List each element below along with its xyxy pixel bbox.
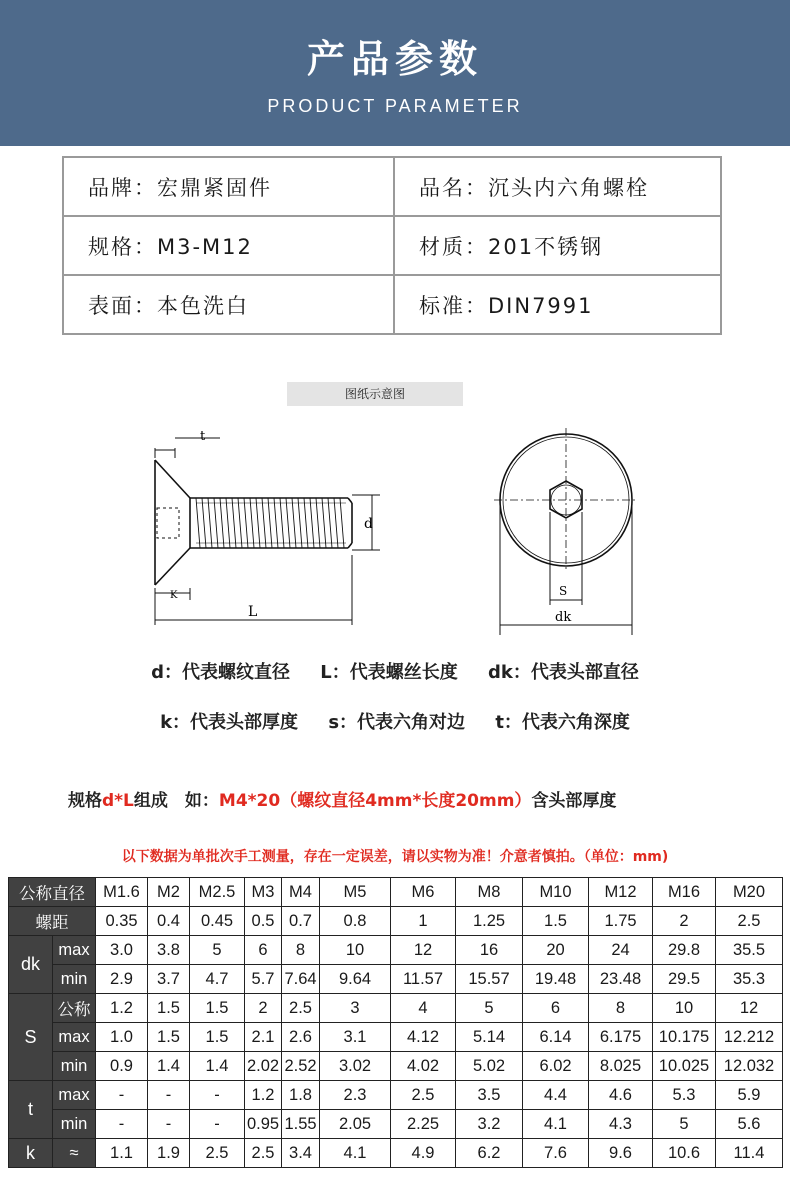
size-cell: M20 <box>716 878 783 907</box>
example-part-1: 规格 <box>68 791 102 811</box>
dim-d-label: d <box>364 516 373 532</box>
value-cell: 2 <box>245 994 282 1023</box>
value-cell: 1.1 <box>96 1139 148 1168</box>
spec-row <box>9 1139 783 1168</box>
value-cell: 12.212 <box>716 1023 783 1052</box>
pitch-cell: 1 <box>391 907 456 936</box>
value-cell: 12.032 <box>716 1052 783 1081</box>
value-cell: 8 <box>589 994 653 1023</box>
value-cell: 2.3 <box>320 1081 391 1110</box>
legend-k: k：代表头部厚度 <box>160 712 299 733</box>
size-cell: M1.6 <box>96 878 148 907</box>
value-cell: 1.55 <box>282 1110 320 1139</box>
value-cell: 29.8 <box>653 936 716 965</box>
page-title: 产品参数 <box>306 37 483 81</box>
pitch-label: 螺距 <box>9 907 96 936</box>
pitch-cell: 0.45 <box>190 907 245 936</box>
page-subtitle: PRODUCT PARAMETER <box>267 96 523 116</box>
example-part-4: M4*20（螺纹直径4mm*长度20mm） <box>218 791 532 811</box>
value-cell: 3.1 <box>320 1023 391 1052</box>
value-cell: 3 <box>320 994 391 1023</box>
row-label: max <box>53 936 96 965</box>
dim-k-label: K <box>170 590 178 601</box>
value-cell: 2.5 <box>245 1139 282 1168</box>
spec-row <box>9 1081 783 1110</box>
value-cell: 5.6 <box>716 1110 783 1139</box>
value-cell: 35.5 <box>716 936 783 965</box>
dim-dk-label: dk <box>555 610 572 625</box>
value-cell: 5 <box>653 1110 716 1139</box>
pitch-cell: 1.75 <box>589 907 653 936</box>
value-cell: 23.48 <box>589 965 653 994</box>
value-cell: 6 <box>245 936 282 965</box>
info-material: 材质：201不锈钢 <box>394 216 721 275</box>
value-cell: 12 <box>391 936 456 965</box>
example-part-3: 组成 如： <box>133 791 219 811</box>
value-cell: 1.4 <box>148 1052 190 1081</box>
value-cell: 3.0 <box>96 936 148 965</box>
value-cell: 1.5 <box>148 994 190 1023</box>
spec-example <box>68 786 616 811</box>
size-cell: M3 <box>245 878 282 907</box>
value-cell: 2.6 <box>282 1023 320 1052</box>
spec-row <box>9 1052 783 1081</box>
info-brand: 品牌：宏鼎紧固件 <box>63 157 394 216</box>
value-cell: 3.7 <box>148 965 190 994</box>
value-cell: 3.8 <box>148 936 190 965</box>
value-cell: 1.0 <box>96 1023 148 1052</box>
value-cell: 29.5 <box>653 965 716 994</box>
spec-row <box>9 1023 783 1052</box>
legend-l: L：代表螺丝长度 <box>320 662 458 683</box>
value-cell: 6.14 <box>523 1023 589 1052</box>
dim-l-label: L <box>248 604 258 620</box>
value-cell: 8 <box>282 936 320 965</box>
value-cell: 19.48 <box>523 965 589 994</box>
value-cell: 4.3 <box>589 1110 653 1139</box>
dim-t-label: t <box>200 429 206 444</box>
spec-row <box>9 965 783 994</box>
example-part-2: d*L <box>102 791 134 811</box>
group-label: k <box>9 1139 53 1168</box>
legend-d: d：代表螺纹直径 <box>151 662 290 683</box>
row-label: min <box>53 965 96 994</box>
value-cell: 20 <box>523 936 589 965</box>
info-spec: 规格：M3-M12 <box>63 216 394 275</box>
size-cell: M6 <box>391 878 456 907</box>
value-cell: 10.175 <box>653 1023 716 1052</box>
bolt-side-view <box>155 438 380 625</box>
value-cell: 0.95 <box>245 1110 282 1139</box>
size-cell: M2 <box>148 878 190 907</box>
pitch-cell: 0.7 <box>282 907 320 936</box>
drawing-label: 图纸示意图 <box>287 382 463 406</box>
info-product-name: 品名：沉头内六角螺栓 <box>394 157 721 216</box>
header-label: 公称直径 <box>9 878 96 907</box>
spec-row <box>9 994 783 1023</box>
value-cell: 0.9 <box>96 1052 148 1081</box>
size-cell: M5 <box>320 878 391 907</box>
value-cell: 2.9 <box>96 965 148 994</box>
value-cell: 4.6 <box>589 1081 653 1110</box>
value-cell: 7.6 <box>523 1139 589 1168</box>
value-cell: 7.64 <box>282 965 320 994</box>
value-cell: 2.05 <box>320 1110 391 1139</box>
value-cell: - <box>148 1110 190 1139</box>
size-cell: M2.5 <box>190 878 245 907</box>
value-cell: 6.2 <box>456 1139 523 1168</box>
pitch-cell: 0.8 <box>320 907 391 936</box>
value-cell: 1.4 <box>190 1052 245 1081</box>
value-cell: 2.52 <box>282 1052 320 1081</box>
value-cell: 1.2 <box>245 1081 282 1110</box>
value-cell: 6 <box>523 994 589 1023</box>
value-cell: 9.64 <box>320 965 391 994</box>
value-cell: 16 <box>456 936 523 965</box>
pitch-cell: 0.4 <box>148 907 190 936</box>
value-cell: 8.025 <box>589 1052 653 1081</box>
value-cell: - <box>96 1081 148 1110</box>
value-cell: 2.02 <box>245 1052 282 1081</box>
value-cell: 1.8 <box>282 1081 320 1110</box>
value-cell: 11.57 <box>391 965 456 994</box>
value-cell: 10.025 <box>653 1052 716 1081</box>
value-cell: 5.02 <box>456 1052 523 1081</box>
row-label: max <box>53 1023 96 1052</box>
value-cell: 4.02 <box>391 1052 456 1081</box>
product-info-table <box>62 156 722 335</box>
pitch-cell: 0.35 <box>96 907 148 936</box>
value-cell: 4 <box>391 994 456 1023</box>
value-cell: 5 <box>190 936 245 965</box>
value-cell: 2.5 <box>190 1139 245 1168</box>
legend-row-1 <box>0 658 790 684</box>
example-part-5: 含头部厚度 <box>531 791 617 811</box>
legend-t: t：代表六角深度 <box>495 712 630 733</box>
pitch-cell: 1.5 <box>523 907 589 936</box>
value-cell: 24 <box>589 936 653 965</box>
value-cell: 12 <box>716 994 783 1023</box>
value-cell: 1.5 <box>190 1023 245 1052</box>
value-cell: 15.57 <box>456 965 523 994</box>
value-cell: 3.02 <box>320 1052 391 1081</box>
info-surface: 表面：本色洗白 <box>63 275 394 334</box>
measurement-note: 以下数据为单批次手工测量，存在一定误差，请以实物为准！介意者慎拍。（单位：mm) <box>121 849 669 865</box>
group-label: S <box>9 994 53 1081</box>
size-cell: M10 <box>523 878 589 907</box>
spec-row <box>9 936 783 965</box>
value-cell: 1.5 <box>190 994 245 1023</box>
value-cell: 2.5 <box>282 994 320 1023</box>
value-cell: 5.3 <box>653 1081 716 1110</box>
value-cell: - <box>148 1081 190 1110</box>
size-cell: M16 <box>653 878 716 907</box>
value-cell: 5.7 <box>245 965 282 994</box>
group-label: dk <box>9 936 53 994</box>
row-label: 公称 <box>53 994 96 1023</box>
value-cell: 3.2 <box>456 1110 523 1139</box>
value-cell: - <box>190 1081 245 1110</box>
legend-row-2 <box>0 708 790 734</box>
value-cell: 3.4 <box>282 1139 320 1168</box>
value-cell: 4.12 <box>391 1023 456 1052</box>
size-cell: M4 <box>282 878 320 907</box>
spec-row <box>9 1110 783 1139</box>
value-cell: 1.2 <box>96 994 148 1023</box>
value-cell: 1.5 <box>148 1023 190 1052</box>
value-cell: 5.14 <box>456 1023 523 1052</box>
value-cell: 9.6 <box>589 1139 653 1168</box>
value-cell: 4.1 <box>320 1139 391 1168</box>
legend-dk: dk：代表头部直径 <box>488 662 639 683</box>
value-cell: 6.02 <box>523 1052 589 1081</box>
pitch-cell: 0.5 <box>245 907 282 936</box>
value-cell: 2.1 <box>245 1023 282 1052</box>
value-cell: 4.1 <box>523 1110 589 1139</box>
value-cell: 2.25 <box>391 1110 456 1139</box>
value-cell: 5.9 <box>716 1081 783 1110</box>
header-banner <box>0 0 790 146</box>
value-cell: 11.4 <box>716 1139 783 1168</box>
value-cell: 10.6 <box>653 1139 716 1168</box>
value-cell: 4.4 <box>523 1081 589 1110</box>
group-label: t <box>9 1081 53 1139</box>
value-cell: 4.9 <box>391 1139 456 1168</box>
value-cell: - <box>96 1110 148 1139</box>
value-cell: 2.5 <box>391 1081 456 1110</box>
dim-s-label: S <box>559 584 568 598</box>
value-cell: 35.3 <box>716 965 783 994</box>
info-standard: 标准：DIN7991 <box>394 275 721 334</box>
value-cell: 6.175 <box>589 1023 653 1052</box>
legend-s: s：代表六角对边 <box>328 712 466 733</box>
bolt-top-view <box>494 428 638 635</box>
pitch-cell: 2.5 <box>716 907 783 936</box>
row-label: ≈ <box>53 1139 96 1168</box>
size-cell: M12 <box>589 878 653 907</box>
value-cell: 1.9 <box>148 1139 190 1168</box>
row-label: min <box>53 1052 96 1081</box>
size-cell: M8 <box>456 878 523 907</box>
value-cell: 5 <box>456 994 523 1023</box>
value-cell: 3.5 <box>456 1081 523 1110</box>
value-cell: 10 <box>653 994 716 1023</box>
row-label: min <box>53 1110 96 1139</box>
row-label: max <box>53 1081 96 1110</box>
spec-table <box>8 877 783 1168</box>
bolt-drawing <box>130 420 650 640</box>
pitch-cell: 1.25 <box>456 907 523 936</box>
pitch-cell: 2 <box>653 907 716 936</box>
value-cell: 10 <box>320 936 391 965</box>
value-cell: 4.7 <box>190 965 245 994</box>
value-cell: - <box>190 1110 245 1139</box>
